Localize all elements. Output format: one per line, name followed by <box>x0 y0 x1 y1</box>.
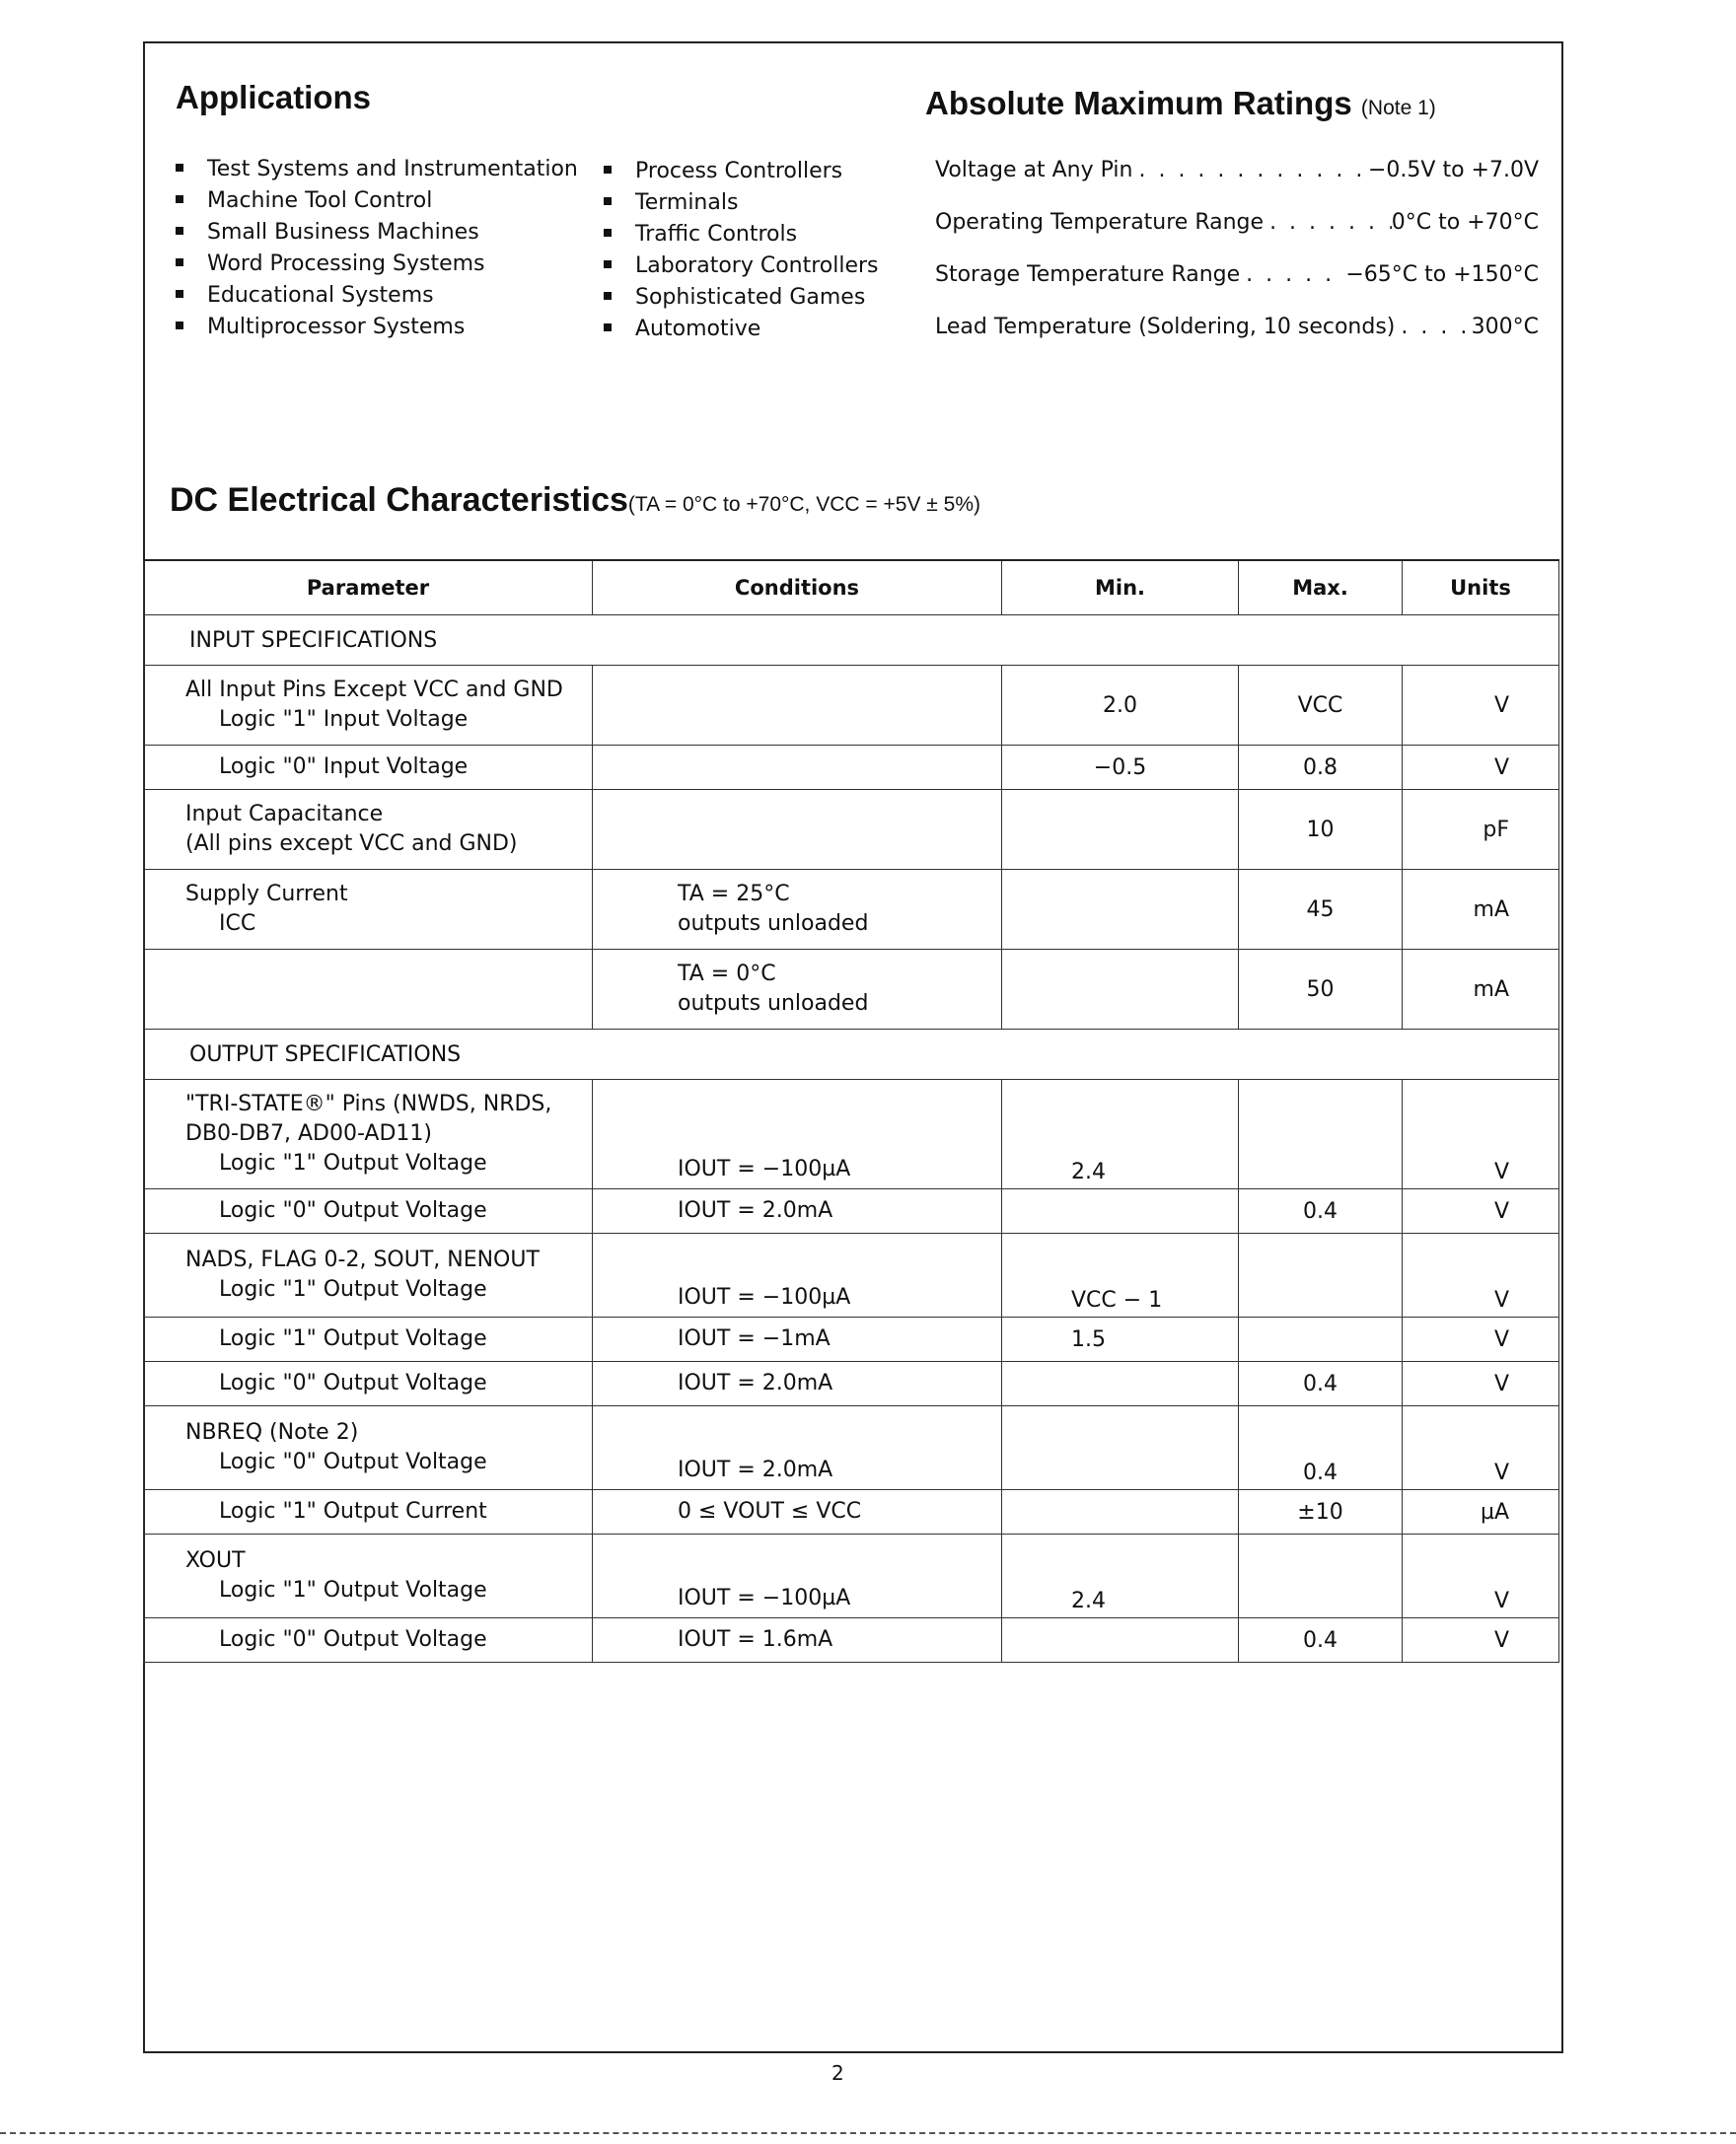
application-item: Laboratory Controllers <box>604 250 879 282</box>
application-item: Multiprocessor Systems <box>176 312 578 343</box>
table-row: Supply Current ICC TA = 25°C outputs unloaded 45 mA <box>144 870 1559 950</box>
applications-list-right <box>604 156 879 345</box>
bullet-icon <box>176 227 183 235</box>
dc-characteristics-title: DC Electrical Characteristics(TA = 0°C to +70°C, VCC = +5V ± 5%) <box>170 481 980 519</box>
bullet-icon <box>604 166 612 174</box>
bullet-icon <box>604 323 612 331</box>
application-item: Word Processing Systems <box>176 249 578 280</box>
header-min: Min. <box>1002 560 1239 615</box>
table-header-row <box>144 560 1559 615</box>
rating-row: Operating Temperature Range . . . 0°C to +70°C <box>935 210 1539 262</box>
applications-list-left <box>176 154 578 343</box>
bullet-icon <box>604 229 612 237</box>
table-row: Input Capacitance (All pins except VCC and GND) 10 pF <box>144 790 1559 870</box>
table-row: Logic "0" Output Voltage IOUT = 2.0mA 0.4 V <box>144 1189 1559 1234</box>
application-item: Terminals <box>604 187 879 219</box>
input-section-label: INPUT SPECIFICATIONS <box>144 615 1559 666</box>
application-item: Traffic Controls <box>604 219 879 250</box>
application-item: Educational Systems <box>176 280 578 312</box>
header-max: Max. <box>1239 560 1403 615</box>
table-row: TA = 0°C outputs unloaded 50 mA <box>144 950 1559 1030</box>
bullet-icon <box>604 260 612 268</box>
application-item: Automotive <box>604 314 879 345</box>
application-item: Small Business Machines <box>176 217 578 249</box>
dc-characteristics-table <box>143 559 1559 1663</box>
application-item: Test Systems and Instrumentation <box>176 154 578 185</box>
output-section-label: OUTPUT SPECIFICATIONS <box>144 1030 1559 1080</box>
table-row: Logic "0" Output Voltage IOUT = 1.6mA 0.4 V <box>144 1618 1559 1663</box>
rating-row: Voltage at Any Pin . . . −0.5V to +7.0V <box>935 158 1539 210</box>
header-conditions: Conditions <box>593 560 1002 615</box>
application-item: Machine Tool Control <box>176 185 578 217</box>
table-row: NADS, FLAG 0-2, SOUT, NENOUT Logic "1" Output Voltage IOUT = −100µA VCC − 1 V <box>144 1234 1559 1318</box>
table-row: Logic "0" Output Voltage IOUT = 2.0mA 0.4 V <box>144 1362 1559 1406</box>
table-row: Logic "1" Output Voltage IOUT = −1mA 1.5 V <box>144 1318 1559 1362</box>
table-row: "TRI-STATE®" Pins (NWDS, NRDS, DB0-DB7, AD00-AD11) Logic "1" Output Voltage IOUT = −100µA 2.4 V <box>144 1080 1559 1189</box>
bullet-icon <box>176 195 183 203</box>
header-parameter: Parameter <box>144 560 593 615</box>
application-item: Process Controllers <box>604 156 879 187</box>
ratings-list <box>935 158 1539 367</box>
section-row <box>144 615 1559 666</box>
bullet-icon <box>604 292 612 300</box>
ratings-title: Absolute Maximum Ratings (Note 1) <box>925 85 1436 121</box>
bullet-icon <box>176 290 183 298</box>
table-row: All Input Pins Except VCC and GND Logic "1" Input Voltage 2.0 VCC V <box>144 666 1559 746</box>
table-row: Logic "0" Input Voltage −0.5 0.8 V <box>144 746 1559 790</box>
bullet-icon <box>604 197 612 205</box>
applications-title: Applications <box>176 79 372 115</box>
cut-line <box>0 2132 1736 2134</box>
header-units: Units <box>1403 560 1559 615</box>
rating-row: Lead Temperature (Soldering, 10 seconds) . . . 300°C <box>935 315 1539 367</box>
bullet-icon <box>176 322 183 329</box>
rating-row: Storage Temperature Range . . . −65°C to +150°C <box>935 262 1539 315</box>
ratings-note: (Note 1) <box>1360 97 1436 119</box>
bullet-icon <box>176 164 183 172</box>
dc-conditions: (TA = 0°C to +70°C, VCC = +5V ± 5%) <box>627 493 980 516</box>
bullet-icon <box>176 258 183 266</box>
table-row: NBREQ (Note 2) Logic "0" Output Voltage IOUT = 2.0mA 0.4 V <box>144 1406 1559 1490</box>
table-row: Logic "1" Output Current 0 ≤ VOUT ≤ VCC ±10 µA <box>144 1490 1559 1535</box>
application-item: Sophisticated Games <box>604 282 879 314</box>
table-row: XOUT Logic "1" Output Voltage IOUT = −100µA 2.4 V <box>144 1535 1559 1618</box>
page-number: 2 <box>832 2061 844 2085</box>
section-row <box>144 1030 1559 1080</box>
